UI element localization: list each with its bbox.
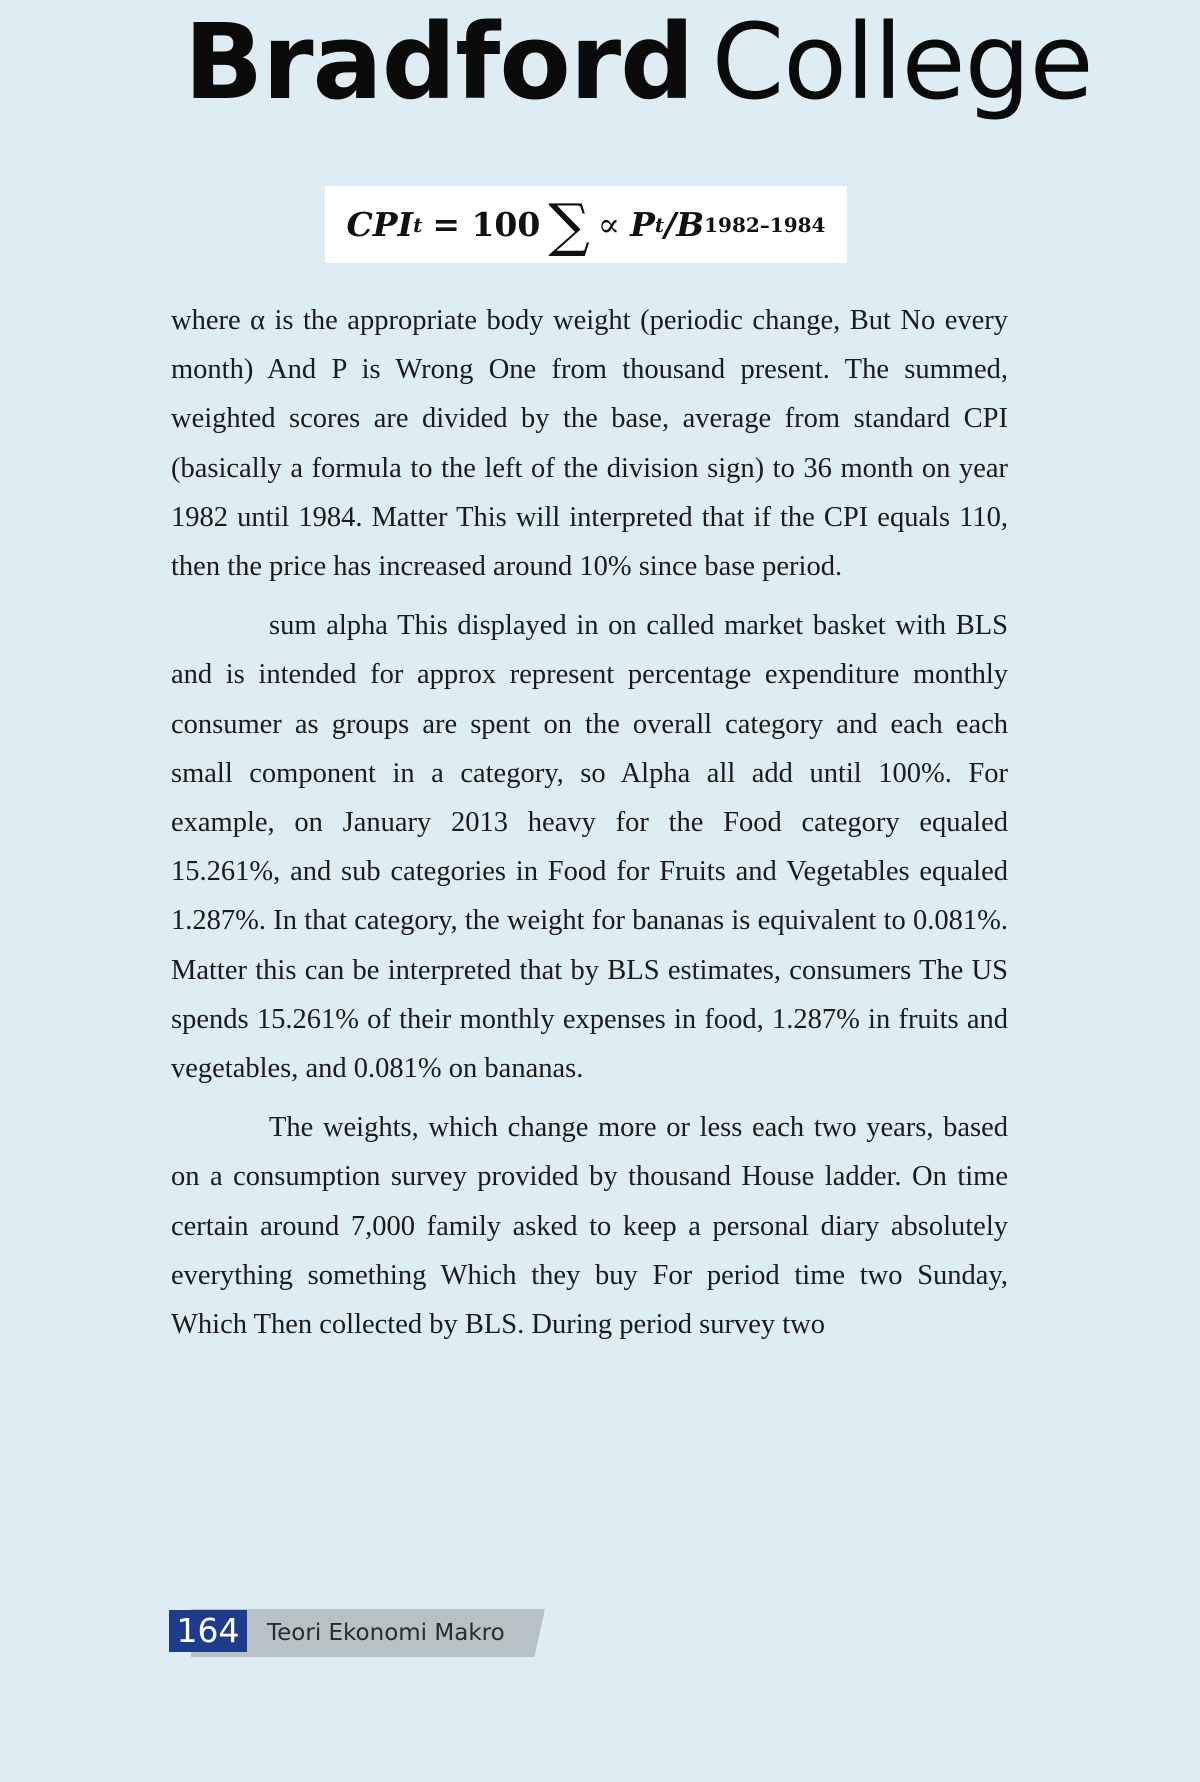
formula-p-subscript: t xyxy=(654,212,665,237)
paragraph: The weights, which change more or less each two years, based on a consumption survey provided by thousand House ladder. On time certain around 7,000 family asked to keep a personal diary absolutely everything something Which they buy For period time two Sunday, Which Then collected by BLS. During period survey two xyxy=(171,1112,1008,1341)
formula-cpi: CPI xyxy=(346,205,414,244)
page-footer xyxy=(169,1609,549,1657)
cpi-formula xyxy=(325,186,847,263)
logo-light-text: College xyxy=(711,1,1093,123)
formula-p: P xyxy=(630,205,655,244)
college-logo xyxy=(184,2,1093,122)
book-title: Teori Ekonomi Makro xyxy=(267,1620,505,1646)
paragraph: sum alpha This displayed in on called market basket with BLS and is intended for approx represent percentage expenditure monthly consumer as groups are spent on the overall category and each each small component in a category, so Alpha all add until 100%. For example, on January 2013 heavy for the Food category equaled 15.261%, and sub categories in Food for Fruits and Vegetables equaled 1.287%. In that category, the weight for bananas is equivalent to 0.081%. Matter this can be interpreted that by BLS estimates, consumers The US spends 15.261% of their monthly expenses in food, 1.287% in fruits and vegetables, and 0.081% on bananas. xyxy=(171,610,1008,1085)
formula-b: /B xyxy=(664,205,705,244)
formula-b-subscript: 1982–1984 xyxy=(704,212,826,237)
formula-sigma: ∑ xyxy=(548,190,590,259)
page-header xyxy=(0,0,1200,140)
formula-alpha: ∝ xyxy=(597,205,621,244)
formula-cpi-subscript: t xyxy=(413,212,423,237)
page-number: 164 xyxy=(169,1610,247,1652)
logo-bold-text: Bradford xyxy=(184,1,694,123)
body-text xyxy=(171,296,1008,1359)
formula-equals: = 100 xyxy=(432,205,541,244)
paragraph: where α is the appropriate body weight (periodic change, But No every month) And P is Wrong One from thousand present. The summed, weighted scores are divided by the base, average from standard CPI (basically a formula to the left of the division sign) to 36 month on year 1982 until 1984. Matter This will interpreted that if the CPI equals 110, then the price has increased around 10% since base period. xyxy=(171,305,1008,583)
